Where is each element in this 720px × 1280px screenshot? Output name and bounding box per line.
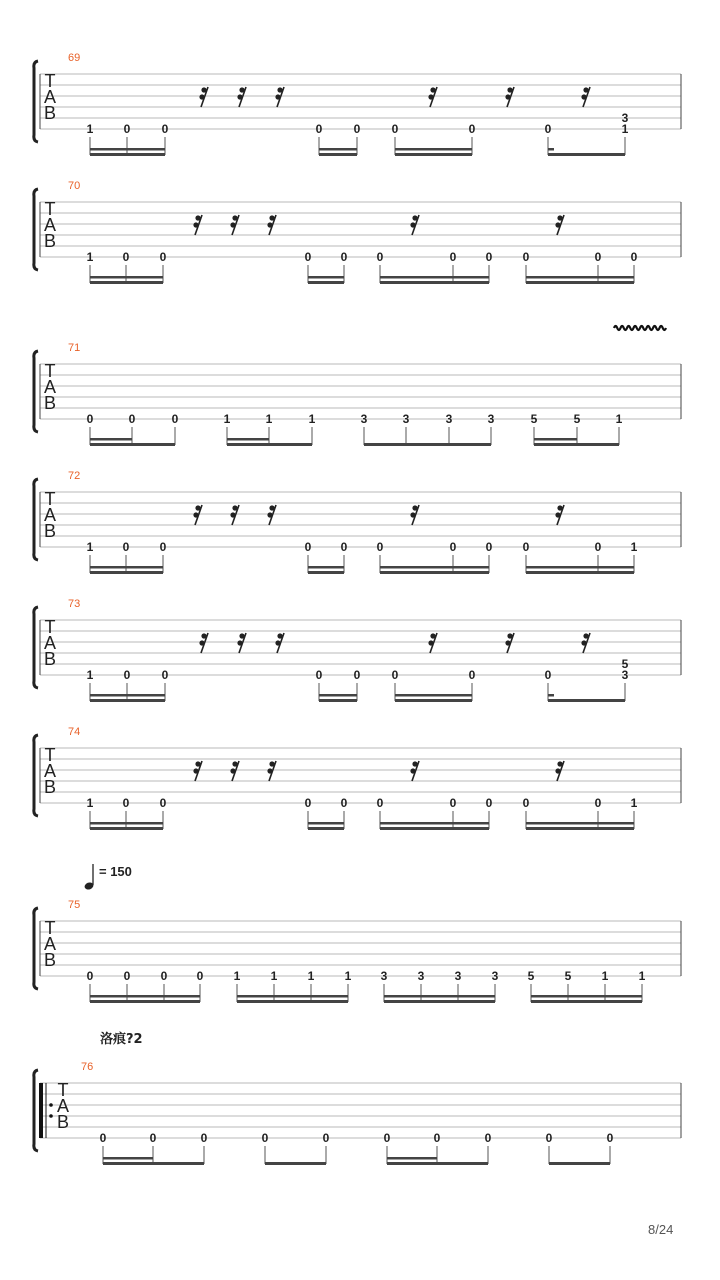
fret-number: 0 [128, 412, 136, 426]
fret-number: 0 [468, 668, 476, 682]
fret-number: 0 [449, 540, 457, 554]
fret-number: 1 [86, 668, 94, 682]
fret-number: 0 [196, 969, 204, 983]
rest-flag [239, 633, 244, 638]
fret-number: 0 [522, 540, 530, 554]
rest-flag [410, 512, 415, 517]
section-label: 洛痕?2 [100, 1032, 143, 1047]
rest-flag [412, 505, 417, 510]
staff-system-76 [34, 1061, 681, 1165]
beam-secondary [395, 148, 472, 151]
rest-flag [199, 640, 204, 645]
beam-secondary [531, 995, 642, 998]
beam-secondary [90, 276, 163, 279]
fret-number: 0 [594, 540, 602, 554]
measure-number: 74 [68, 726, 81, 738]
fret-number: 1 [223, 412, 231, 426]
rest-flag [505, 94, 510, 99]
fret-number: 0 [449, 250, 457, 264]
fret-number: 0 [86, 412, 94, 426]
beam [387, 1162, 488, 1165]
fret-number: 1 [86, 540, 94, 554]
rest-flag [557, 215, 562, 220]
tab-clef-B: B [43, 231, 57, 251]
fret-number: 0 [594, 796, 602, 810]
system-bracket [34, 607, 38, 688]
fret-number: 0 [391, 122, 399, 136]
fret-number: 0 [353, 668, 361, 682]
beam-secondary [319, 694, 357, 697]
fret-number: 0 [161, 668, 169, 682]
system-bracket [34, 189, 38, 270]
fret-number: 0 [376, 540, 384, 554]
system-bracket [34, 61, 38, 142]
beam-secondary [237, 995, 348, 998]
rest-flag [239, 87, 244, 92]
beam [227, 443, 312, 446]
beam-secondary [308, 276, 344, 279]
beam [380, 571, 489, 574]
beam [395, 153, 472, 156]
tempo-value: = 150 [99, 864, 132, 879]
fret-number: 0 [606, 1131, 614, 1145]
beam [395, 699, 472, 702]
rest-flag [555, 222, 560, 227]
staff-system-71 [34, 326, 681, 446]
fret-number: 0 [340, 540, 348, 554]
beam-secondary [90, 694, 165, 697]
tab-clef-T: T [44, 489, 56, 509]
rest-flag [230, 768, 235, 773]
beam [237, 1000, 348, 1003]
staff-system-75 [34, 899, 681, 1003]
rest-flag [230, 222, 235, 227]
tempo-marking [84, 864, 132, 891]
beam-secondary [308, 822, 344, 825]
staff-system-72 [34, 470, 681, 574]
system-bracket [34, 351, 38, 432]
fret-number: 3 [487, 412, 495, 426]
fret-number: 0 [123, 122, 131, 136]
rest-flag [428, 640, 433, 645]
fret-number: 0 [86, 969, 94, 983]
beam-secondary [380, 822, 489, 825]
tab-clef-A: A [43, 215, 57, 235]
tab-clef-A: A [56, 1096, 70, 1116]
fret-number: 0 [122, 796, 130, 810]
fret-number: 1 [638, 969, 646, 983]
rest-flag [555, 768, 560, 773]
beam-secondary [227, 438, 269, 441]
rest-flag [230, 512, 235, 517]
system-bracket [34, 735, 38, 816]
beam-secondary [90, 148, 165, 151]
tab-clef-A: A [43, 761, 57, 781]
tab-clef-B: B [43, 649, 57, 669]
rest-flag [430, 633, 435, 638]
rest-flag [201, 633, 206, 638]
beam [384, 1000, 495, 1003]
fret-number: 0 [149, 1131, 157, 1145]
beam-secondary [90, 822, 163, 825]
fret-number: 0 [322, 1131, 330, 1145]
staff-system-69 [34, 52, 681, 156]
beam [549, 1162, 610, 1165]
tab-clef-T: T [44, 745, 56, 765]
rest-flag [193, 512, 198, 517]
beam [90, 281, 163, 284]
fret-number-upper: 5 [621, 657, 629, 671]
beam [534, 443, 619, 446]
repeat-dot [49, 1103, 53, 1107]
measure-number: 72 [68, 470, 81, 482]
fret-number: 0 [630, 250, 638, 264]
measure-number: 73 [68, 598, 81, 610]
beam-secondary [548, 148, 554, 151]
tab-clef-B: B [43, 393, 57, 413]
tab-clef-T: T [44, 71, 56, 91]
rest-flag [232, 505, 237, 510]
rest-flag [275, 640, 280, 645]
fret-number: 0 [522, 250, 530, 264]
beam [308, 281, 344, 284]
tab-clef-B: B [43, 103, 57, 123]
measure-number: 76 [81, 1061, 94, 1073]
beam-secondary [90, 566, 163, 569]
beam-secondary [103, 1157, 153, 1160]
beam-secondary [534, 438, 577, 441]
fret-number: 0 [304, 796, 312, 810]
beam-secondary [526, 566, 634, 569]
beam [548, 699, 625, 702]
rest-flag [269, 761, 274, 766]
beam [308, 827, 344, 830]
fret-number: 0 [383, 1131, 391, 1145]
system-bracket [34, 1070, 38, 1151]
beam [531, 1000, 642, 1003]
rest-flag [410, 222, 415, 227]
fret-number: 1 [265, 412, 273, 426]
rest-flag [412, 761, 417, 766]
page-number: 8/24 [648, 1222, 674, 1237]
tab-clef-A: A [43, 934, 57, 954]
fret-number: 0 [353, 122, 361, 136]
rest-flag [232, 761, 237, 766]
system-bracket [34, 479, 38, 560]
beam-secondary [308, 566, 344, 569]
fret-number: 1 [308, 412, 316, 426]
fret-number: 0 [304, 540, 312, 554]
fret-number: 3 [380, 969, 388, 983]
fret-number: 0 [159, 796, 167, 810]
fret-number: 1 [344, 969, 352, 983]
rest-flag [412, 215, 417, 220]
rest-flag [201, 87, 206, 92]
fret-number: 0 [485, 796, 493, 810]
beam [319, 153, 357, 156]
fret-number: 5 [530, 412, 538, 426]
beam [526, 281, 634, 284]
rest-flag [583, 633, 588, 638]
rest-flag [583, 87, 588, 92]
beam [308, 571, 344, 574]
fret-number: 0 [449, 796, 457, 810]
fret-number: 1 [307, 969, 315, 983]
fret-number: 0 [161, 122, 169, 136]
beam [103, 1162, 204, 1165]
tab-clef-B: B [43, 777, 57, 797]
fret-number: 0 [391, 668, 399, 682]
beam [548, 153, 625, 156]
vibrato-mark [614, 326, 666, 330]
measure-number: 70 [68, 180, 81, 192]
fret-number: 1 [601, 969, 609, 983]
tab-clef-A: A [43, 505, 57, 525]
fret-number: 0 [376, 250, 384, 264]
fret-number: 1 [615, 412, 623, 426]
fret-number: 0 [159, 540, 167, 554]
rest-flag [277, 633, 282, 638]
rest-flag [275, 94, 280, 99]
beam-secondary [319, 148, 357, 151]
fret-number: 1 [86, 250, 94, 264]
beam-secondary [380, 276, 489, 279]
rest-flag [267, 222, 272, 227]
tab-clef-A: A [43, 87, 57, 107]
staff-system-70 [34, 180, 681, 284]
fret-number: 0 [123, 668, 131, 682]
fret-number: 3 [454, 969, 462, 983]
fret-number: 0 [315, 122, 323, 136]
fret-number: 0 [122, 250, 130, 264]
beam [380, 281, 489, 284]
fret-number: 0 [159, 250, 167, 264]
beam [90, 571, 163, 574]
rest-flag [199, 94, 204, 99]
beam [380, 827, 489, 830]
tab-clef-A: A [43, 633, 57, 653]
rest-flag [237, 640, 242, 645]
rest-flag [237, 94, 242, 99]
beam [90, 443, 175, 446]
fret-number: 0 [376, 796, 384, 810]
tab-clef-B: B [43, 521, 57, 541]
tab-clef-T: T [44, 918, 56, 938]
fret-number: 0 [122, 540, 130, 554]
rest-flag [269, 215, 274, 220]
rest-flag [269, 505, 274, 510]
fret-number: 0 [468, 122, 476, 136]
fret-number: 3 [621, 668, 629, 682]
tab-clef-T: T [44, 617, 56, 637]
fret-number: 3 [360, 412, 368, 426]
measure-number: 69 [68, 52, 81, 64]
measure-number: 71 [68, 342, 81, 354]
beam-secondary [548, 694, 554, 697]
fret-number: 3 [417, 969, 425, 983]
fret-number: 0 [200, 1131, 208, 1145]
rest-flag [195, 761, 200, 766]
beam [526, 571, 634, 574]
beam-secondary [395, 694, 472, 697]
rest-flag [430, 87, 435, 92]
beam-secondary [380, 566, 489, 569]
fret-number: 0 [484, 1131, 492, 1145]
fret-number: 1 [630, 796, 638, 810]
beam [90, 699, 165, 702]
beam-secondary [526, 276, 634, 279]
fret-number: 1 [630, 540, 638, 554]
fret-number: 0 [522, 796, 530, 810]
rest-flag [428, 94, 433, 99]
rest-flag [195, 215, 200, 220]
rest-flag [505, 640, 510, 645]
rest-flag [507, 87, 512, 92]
fret-number: 0 [544, 122, 552, 136]
beam [319, 699, 357, 702]
rest-flag [195, 505, 200, 510]
fret-number: 0 [544, 668, 552, 682]
beam [90, 1000, 200, 1003]
fret-number: 0 [160, 969, 168, 983]
fret-number: 1 [621, 122, 629, 136]
rest-flag [581, 640, 586, 645]
tab-clef-B: B [43, 950, 57, 970]
rest-flag [410, 768, 415, 773]
beam [364, 443, 491, 446]
beam-secondary [384, 995, 495, 998]
rest-flag [232, 215, 237, 220]
fret-number: 1 [86, 122, 94, 136]
fret-number: 0 [340, 796, 348, 810]
fret-number: 3 [445, 412, 453, 426]
rest-flag [555, 512, 560, 517]
rest-flag [581, 94, 586, 99]
beam-secondary [90, 438, 132, 441]
beam [265, 1162, 326, 1165]
fret-number: 3 [491, 969, 499, 983]
beam-secondary [526, 822, 634, 825]
fret-number: 0 [433, 1131, 441, 1145]
tab-clef-A: A [43, 377, 57, 397]
repeat-dot [49, 1114, 53, 1118]
rest-flag [557, 505, 562, 510]
rest-flag [193, 222, 198, 227]
measure-number: 75 [68, 899, 81, 911]
fret-number: 0 [304, 250, 312, 264]
rest-flag [507, 633, 512, 638]
fret-number: 1 [86, 796, 94, 810]
beam [90, 827, 163, 830]
beam [526, 827, 634, 830]
fret-number-upper: 3 [621, 111, 629, 125]
fret-number: 0 [261, 1131, 269, 1145]
system-bracket [34, 908, 38, 989]
fret-number: 1 [233, 969, 241, 983]
fret-number: 0 [171, 412, 179, 426]
fret-number: 0 [123, 969, 131, 983]
staff-system-73 [34, 598, 681, 702]
tab-clef-B: B [56, 1112, 70, 1132]
fret-number: 0 [315, 668, 323, 682]
tab-clef-T: T [57, 1080, 69, 1100]
fret-number: 3 [402, 412, 410, 426]
fret-number: 0 [99, 1131, 107, 1145]
fret-number: 0 [545, 1131, 553, 1145]
tab-clef-T: T [44, 199, 56, 219]
beam-secondary [387, 1157, 437, 1160]
beam [90, 153, 165, 156]
fret-number: 1 [270, 969, 278, 983]
beam-secondary [90, 995, 200, 998]
fret-number: 5 [527, 969, 535, 983]
rest-flag [267, 768, 272, 773]
tab-clef-T: T [44, 361, 56, 381]
rest-flag [557, 761, 562, 766]
staff-system-74 [34, 726, 681, 830]
rest-flag [193, 768, 198, 773]
fret-number: 0 [485, 250, 493, 264]
rest-flag [277, 87, 282, 92]
fret-number: 5 [564, 969, 572, 983]
fret-number: 5 [573, 412, 581, 426]
fret-number: 0 [594, 250, 602, 264]
rest-flag [267, 512, 272, 517]
fret-number: 0 [485, 540, 493, 554]
fret-number: 0 [340, 250, 348, 264]
